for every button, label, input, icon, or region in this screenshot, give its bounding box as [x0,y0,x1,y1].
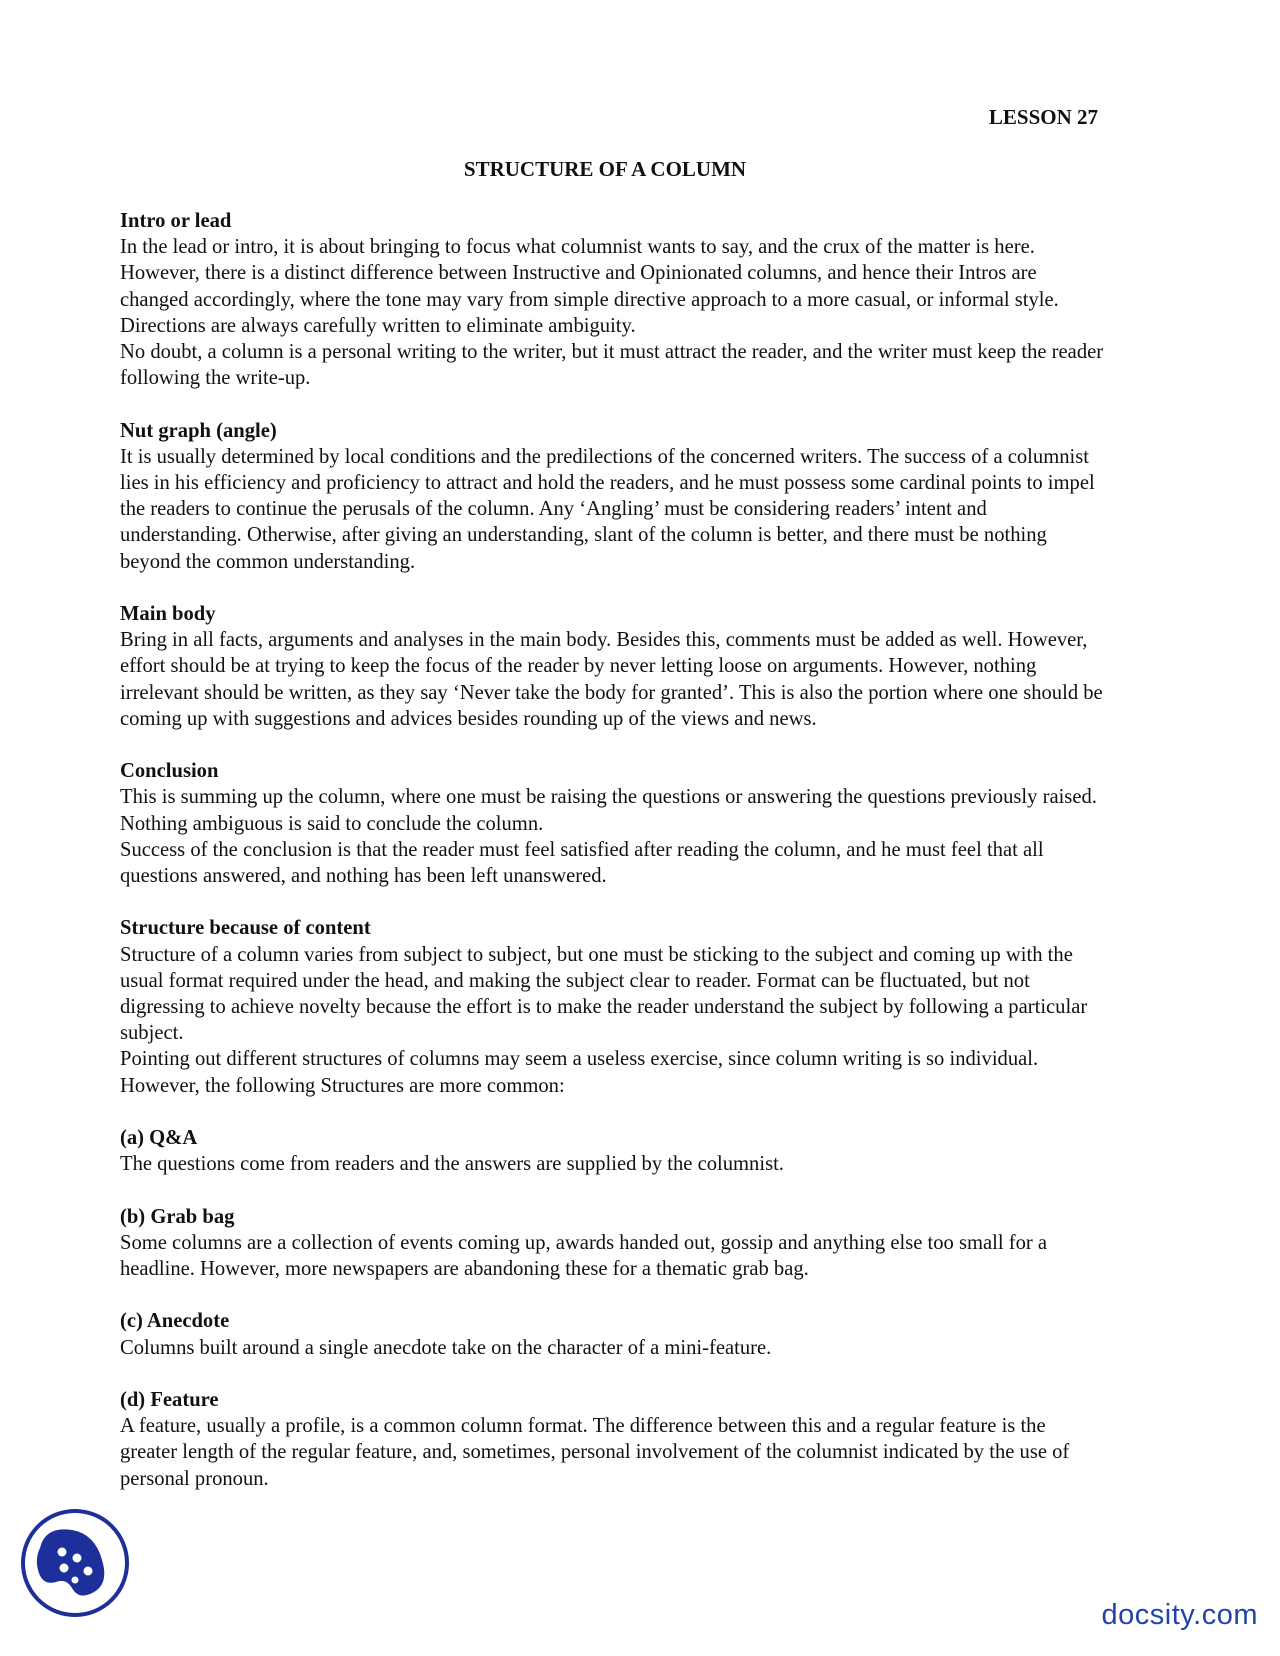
section-heading: (b) Grab bag [120,1205,235,1228]
docsity-logo-icon[interactable] [20,1508,130,1618]
section [120,208,1105,391]
section [120,1387,1105,1492]
section-heading: (c) Anecdote [120,1310,230,1333]
section-paragraph: A feature, usually a profile, is a common column format. The difference between this and a regular feature is the greater length of the regular feature, and, sometimes, personal involvement of the columnist indicated by the use of personal pronoun. [120,1415,1070,1490]
section-heading: Nut graph (angle) [120,419,277,442]
section-paragraph: It is usually determined by local conditions and the predilections of the concerned writers. The success of a columnist lies in his efficiency and proficiency to attract and hold the readers, and he must possess some cardinal points to impel the readers to continue the perusals of the column. Any ‘Angling’ must be considering readers’ intent and understanding. Otherwise, after giving an understanding, slant of the column is better, and there must be nothing beyond the common understanding. [120,445,1095,573]
section-paragraph: Bring in all facts, arguments and analyses in the main body. Besides this, comments must be added as well. However, effort should be at trying to keep the focus of the reader by never letting loose on arguments. However, nothing irrelevant should be written, as they say ‘Never take the body for granted’. This is also the portion where one should be coming up with suggestions and advices besides rounding up of the views and news. [120,629,1103,730]
section-paragraph: Columns built around a single anecdote take on the character of a mini-feature. [120,1336,772,1359]
section-paragraph: No doubt, a column is a personal writing to the writer, but it must attract the reader, and the writer must keep the reader following the write-up. [120,341,1104,390]
section-heading: Structure because of content [120,917,371,940]
section-paragraph: Some columns are a collection of events coming up, awards handed out, gossip and anything else too small for a headline. However, more newspapers are abandoning these for a thematic grab bag. [120,1231,1048,1281]
section [120,915,1105,1098]
brand-watermark[interactable]: docsity.com [1101,1599,1258,1631]
section [120,1125,1105,1177]
section-paragraph: Structure of a column varies from subject to subject, but one must be sticking to the subject and coming up with the usual format required under the head, and making the subject clear to reader. Format can be fluctuated, but not digressing to achieve novelty because the effort is to make the reader understand the subject by following a particular subject. [120,943,1088,1045]
section [120,418,1105,575]
section-heading: (a) Q&A [120,1127,198,1150]
lesson-label: LESSON 27 [988,105,1098,129]
section-paragraph: In the lead or intro, it is about bringing to focus what columnist wants to say, and the crux of the matter is here. However, there is a distinct difference between Instructive and Opinionated columns, and hence their Intros are changed accordingly, where the tone may vary from simple directive approach to a more casual, or informal style. Directions are always carefully written to eliminate ambiguity. [120,236,1059,337]
section-paragraph: This is summing up the column, where one must be raising the questions or answering the questions previously raised. Nothing ambiguous is said to conclude the column. [120,786,1097,835]
section-paragraph: The questions come from readers and the answers are supplied by the columnist. [120,1153,784,1176]
section [120,601,1105,732]
section-paragraph: Success of the conclusion is that the reader must feel satisfied after reading the column, and he must feel that all questions answered, and nothing has been left unanswered. [120,838,1044,888]
section-heading: Main body [120,603,216,626]
document-body [120,208,1105,1518]
section-heading: Conclusion [120,760,219,783]
section-paragraph: Pointing out different structures of columns may seem a useless exercise, since column writing is so individual. However, the following Structures are more common: [120,1048,1039,1097]
section-heading: (d) Feature [120,1389,219,1412]
section-heading: Intro or lead [120,210,232,232]
page-title: STRUCTURE OF A COLUMN [463,157,747,181]
section [120,1204,1105,1283]
section [120,758,1105,889]
section [120,1308,1105,1360]
